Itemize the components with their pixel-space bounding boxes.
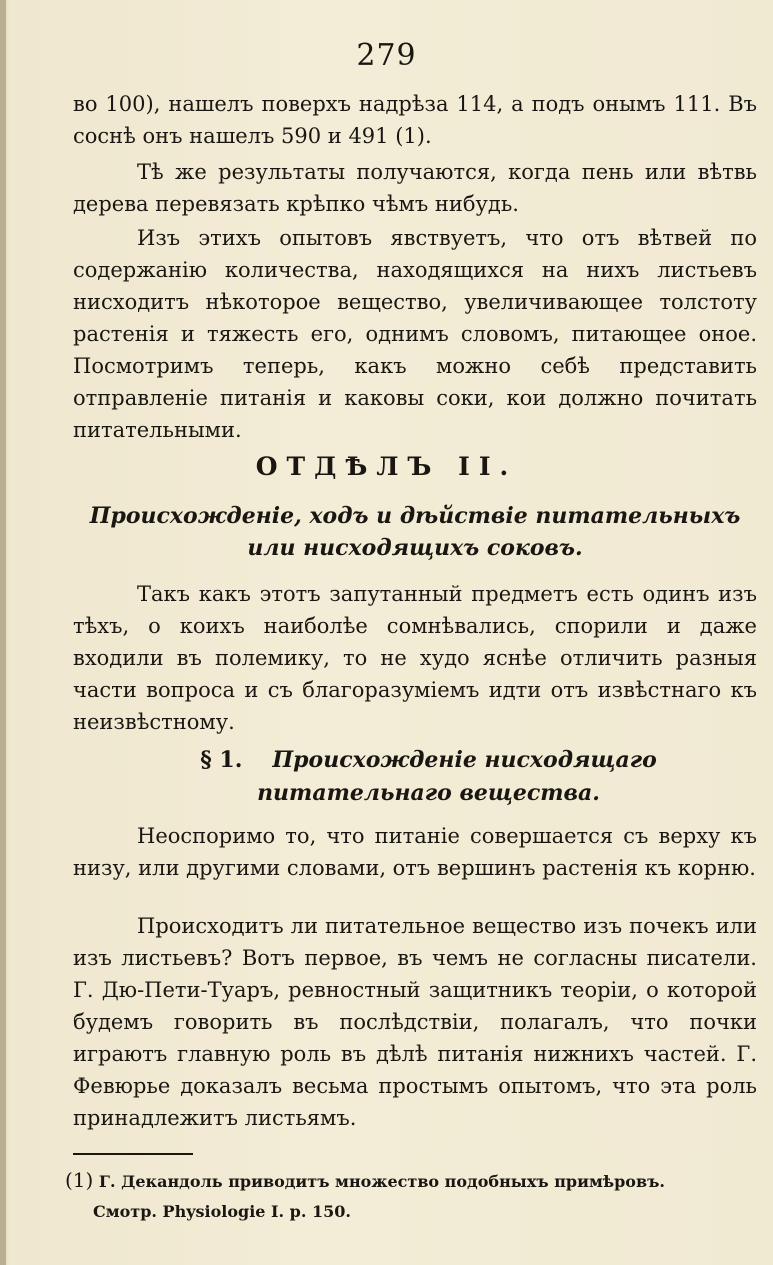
paragraph-conclusion: Изъ этихъ опытовъ явствуетъ, что отъ вѣтвей по содержанію количества, находящихся на нихъ листьевъ нисходитъ нѣкоторое вещество, увеличивающее толстоту растенія и тяжесть его, однимъ словомъ, питающее оное. Посмотримъ теперь, какъ можно себѣ представить отправленіе питанія и каковы соки, кои должно почитать питательными.: [73, 226, 757, 442]
page-gutter-shadow: [0, 0, 6, 1265]
footnote-line-2: Смотр. Physiologie I. p. 150.: [93, 1202, 351, 1221]
paragraph-results: Тѣ же результаты получаются, когда пень или вѣтвь дерева перевязать крѣпко чѣмъ нибудь.: [73, 160, 757, 216]
footnote-divider: [73, 1153, 193, 1155]
paragraph-continuation: во 100), нашелъ поверхъ надрѣза 114, а подъ онымъ 111. Въ соснѣ онъ нашелъ 590 и 491 (1).: [73, 92, 757, 148]
section-title: Происхожденіе, ходъ и дѣйствіе питательныхъ или нисходящихъ соковъ.: [89, 503, 741, 561]
footnote-line-1: Г. Декандоль приводитъ множество подобныхъ примѣровъ.: [98, 1172, 665, 1191]
paragraph-nutrition: Неоспоримо то, что питаніе совершается съ верху къ низу, или другими словами, отъ вершинъ растенія къ корню.: [73, 824, 757, 880]
paragraph-intro: Такъ какъ этотъ запутанный предметъ есть одинъ изъ тѣхъ, о коихъ наиболѣе сомнѣвались, спорили и даже входили въ полемику, то не худо яснѣе отличить разныя части вопроса и съ благоразуміемъ идти отъ извѣстнаго къ неизвѣстному.: [73, 582, 757, 734]
paragraph-origin: Происходитъ ли питательное вещество изъ почекъ или изъ листьевъ? Вотъ первое, въ чемъ не согласны писатели. Г. Дю-Пети-Туаръ, ревностный защитникъ теоріи, о которой будемъ говорить въ послѣдствіи, полагалъ, что почки играютъ главную роль въ дѣлѣ питанія нижнихъ частей. Г. Февюрье доказалъ весьма простымъ опытомъ, что эта роль принадлежитъ листьямъ.: [73, 914, 757, 1130]
page-number: 279: [356, 38, 417, 73]
section-heading: ОТДѢЛЪ II.: [255, 452, 518, 481]
subsection-heading: [100, 744, 757, 810]
section-sign: § 1.: [200, 747, 243, 773]
footnote: [65, 1165, 755, 1227]
footnote-mark: (1): [65, 1168, 94, 1192]
subsection-title: Происхожденіе нисходящаго питательнаго вещества.: [257, 747, 657, 806]
